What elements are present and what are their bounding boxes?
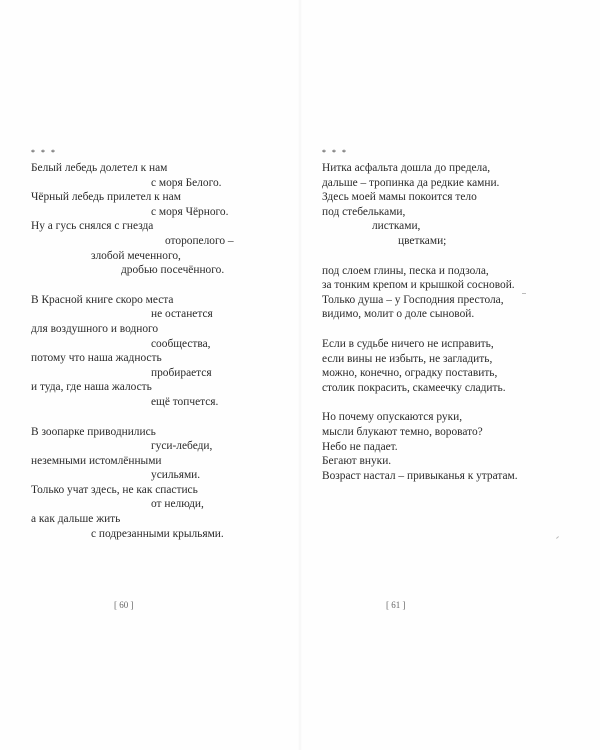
poem-line: Если в судьбе ничего не исправить, [322, 337, 494, 350]
poem-line: оторопелого – [165, 234, 234, 247]
left-stanzas [31, 161, 266, 541]
left-poem [31, 147, 266, 541]
poem-line: пробирается [151, 366, 212, 379]
paper-speck [522, 293, 526, 294]
stanza [322, 337, 572, 395]
poem-line: под слоем глины, песка и подзола, [322, 264, 489, 277]
stanza [322, 161, 572, 249]
paper-speck [556, 536, 559, 539]
poem-line: для воздушного и водного [31, 322, 159, 335]
poem-line: Бегают внуки. [322, 455, 392, 468]
right-stanzas [322, 161, 572, 483]
poem-line: Но почему опускаются руки, [322, 411, 463, 424]
poem-line: Только учат здесь, не как спастись [31, 483, 198, 496]
poem-line: Здесь моей мамы покоится тело [322, 191, 477, 204]
poem-line: ещё топчется. [151, 395, 219, 408]
poem-line: усильями. [151, 469, 201, 482]
poem-line: под стебельками, [322, 205, 406, 218]
stanza [322, 264, 572, 322]
poem-line: В Красной книге скоро места [31, 293, 174, 306]
poem-line: если вины не избыть, не загладить, [322, 352, 493, 365]
stanza [31, 161, 266, 278]
poem-line: потому что наша жадность [31, 352, 162, 365]
poem-line: дальше – тропинка да редкие камни. [322, 176, 500, 189]
poem-line: листками, [372, 220, 421, 233]
poem-line: цветками; [398, 234, 447, 247]
stanza [31, 293, 266, 410]
right-poem [322, 147, 572, 483]
poem-line: а как дальше жить [31, 513, 121, 526]
poem-line: Только душа – у Господния престола, [322, 293, 504, 306]
poem-line: Нитка асфальта дошла до предела, [322, 162, 491, 174]
poem-line: Ну а гусь снялся с гнезда [31, 220, 154, 233]
poem-line: с подрезанными крыльями. [91, 527, 224, 540]
poem-line: злобой меченного, [91, 249, 181, 262]
poem-line: с моря Чёрного. [151, 205, 229, 218]
poem-line: с моря Белого. [151, 176, 222, 189]
poem-line: неземными истомлёнными [31, 454, 162, 467]
poem-separator-stars: * * * [31, 148, 57, 157]
page-number-right: [ 61 ] [386, 600, 406, 610]
right-page [300, 0, 600, 750]
poem-line: Возраст настал – привыканья к утратам. [322, 469, 518, 482]
poem-line: Небо не падает. [322, 440, 398, 453]
poem-line: дробью посечённого. [121, 264, 225, 277]
poem-line: можно, конечно, оградку поставить, [322, 367, 498, 380]
poem-line: сообщества, [151, 337, 211, 350]
stanza [31, 425, 266, 542]
poem-line: мысли блукают темно, воровато? [322, 425, 483, 438]
poem-line: Белый лебедь долетел к нам [31, 162, 168, 174]
poem-line: и туда, где наша жалость [31, 381, 152, 394]
poem-separator-stars: * * * [322, 148, 348, 157]
page-number-left: [ 60 ] [114, 600, 134, 610]
poem-line: видимо, молит о доле сыновой. [322, 308, 475, 321]
stanza [322, 410, 572, 483]
poem-line: В зоопарке приводнились [31, 425, 156, 438]
poem-line: за тонким крепом и крышкой сосновой. [322, 279, 515, 292]
poem-line: гуси-лебеди, [151, 440, 213, 453]
poem-line: Чёрный лебедь прилетел к нам [31, 191, 181, 204]
poem-line: от нелюди, [151, 498, 204, 511]
poem-line: столик покрасить, скамеечку сладить. [322, 381, 506, 394]
poem-line: не останется [151, 308, 213, 321]
